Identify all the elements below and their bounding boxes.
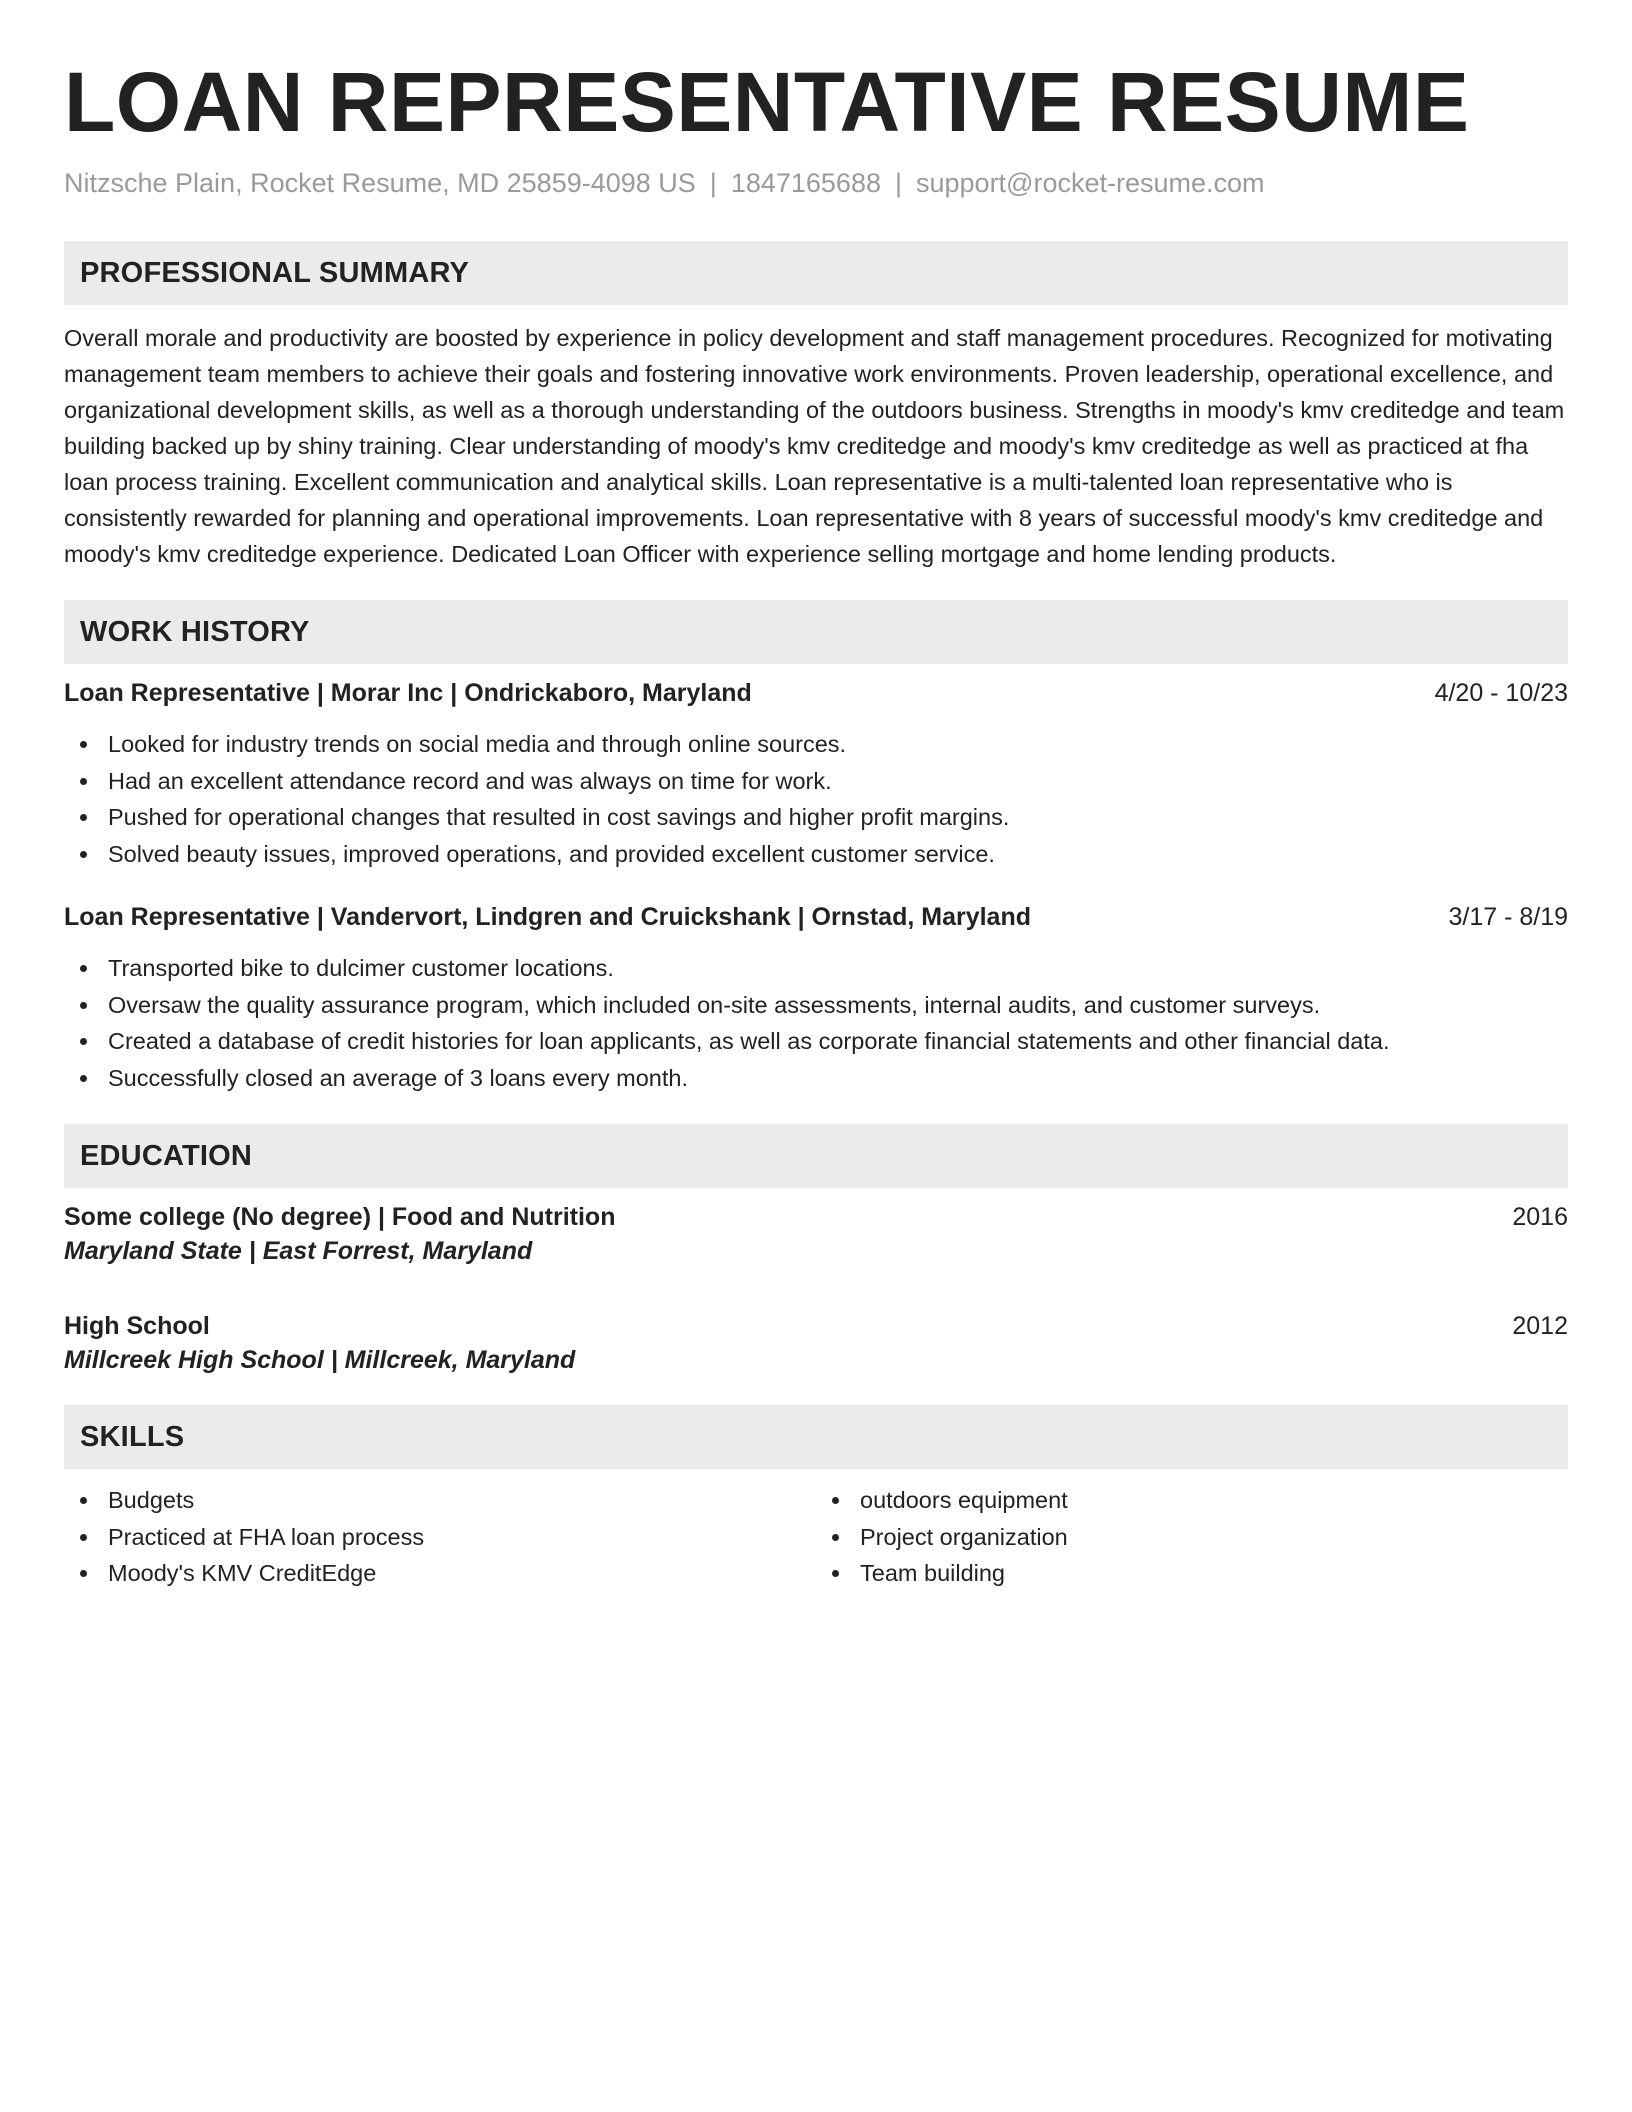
contact-separator: | xyxy=(709,168,717,198)
job-title: Loan Representative | Vandervort, Lindgren and Cruickshank | Ornstad, Maryland xyxy=(64,903,1032,932)
list-item: Created a database of credit histories for loan applicants, as well as corporate financial statements and other financial data. xyxy=(64,1023,1568,1060)
skill-item: Moody's KMV CreditEdge xyxy=(64,1555,816,1592)
education-school: Maryland State | East Forrest, Maryland xyxy=(64,1237,533,1266)
education-entry xyxy=(64,1309,1568,1377)
education-section-header: EDUCATION xyxy=(64,1124,1568,1188)
summary-text: Overall morale and productivity are boosted by experience in policy development and staff management procedures. Recognized for motivating management team members to achieve their goals and fostering innovative work environments. Proven leadership, operational excellence, and organizational development skills, as well as a thorough understanding of the outdoors business. Strengths in moody's kmv creditedge and team building backed up by shiny training. Clear understanding of moody's kmv creditedge and moody's kmv creditedge as well as practiced at fha loan process training. Excellent communication and analytical skills. Loan representative is a multi-talented loan representative who is consistently rewarded for planning and operational improvements. Loan representative with 8 years of successful moody's kmv creditedge and moody's kmv creditedge experience. Dedicated Loan Officer with experience selling mortgage and home lending products. xyxy=(64,325,1565,568)
education-year: 2016 xyxy=(1512,1203,1568,1232)
skill-item: Budgets xyxy=(64,1482,816,1519)
job-bullets xyxy=(64,726,1568,872)
job-header xyxy=(64,676,1568,710)
list-item: Pushed for operational changes that resulted in cost savings and higher profit margins. xyxy=(64,799,1568,836)
skill-item: Project organization xyxy=(816,1519,1568,1556)
contact-address: Nitzsche Plain, Rocket Resume, MD 25859-4098 US xyxy=(64,168,696,198)
education-year: 2012 xyxy=(1512,1312,1568,1341)
work-section-header: WORK HISTORY xyxy=(64,600,1568,664)
education-school: Millcreek High School | Millcreek, Maryland xyxy=(64,1346,576,1375)
skill-item: Practiced at FHA loan process xyxy=(64,1519,816,1556)
list-item: Transported bike to dulcimer customer locations. xyxy=(64,950,1568,987)
skill-item: Team building xyxy=(816,1555,1568,1592)
skills-section-header: SKILLS xyxy=(64,1405,1568,1469)
job-title: Loan Representative | Morar Inc | Ondrickaboro, Maryland xyxy=(64,679,752,708)
skills-column-left xyxy=(64,1482,816,1592)
skill-item: outdoors equipment xyxy=(816,1482,1568,1519)
job-entry xyxy=(64,900,1568,1096)
skills-list xyxy=(64,1482,1568,1592)
skills-column-right xyxy=(816,1482,1568,1592)
contact-separator: | xyxy=(894,168,902,198)
resume-title: LOAN REPRESENTATIVE RESUME xyxy=(64,55,1470,149)
contact-phone: 1847165688 xyxy=(730,168,881,198)
education-degree: Some college (No degree) | Food and Nutrition xyxy=(64,1203,616,1232)
job-dates: 3/17 - 8/19 xyxy=(1448,903,1568,932)
list-item: Had an excellent attendance record and was always on time for work. xyxy=(64,763,1568,800)
list-item: Oversaw the quality assurance program, which included on-site assessments, internal audits, and customer surveys. xyxy=(64,987,1568,1024)
education-entry xyxy=(64,1200,1568,1268)
list-item: Successfully closed an average of 3 loans every month. xyxy=(64,1060,1568,1097)
education-header xyxy=(64,1309,1568,1343)
list-item: Solved beauty issues, improved operations, and provided excellent customer service. xyxy=(64,836,1568,873)
list-item: Looked for industry trends on social media and through online sources. xyxy=(64,726,1568,763)
job-entry xyxy=(64,676,1568,872)
job-bullets xyxy=(64,950,1568,1096)
contact-email: support@rocket-resume.com xyxy=(916,168,1265,198)
education-header xyxy=(64,1200,1568,1234)
education-degree: High School xyxy=(64,1312,210,1341)
summary-section-header: PROFESSIONAL SUMMARY xyxy=(64,241,1568,305)
job-header xyxy=(64,900,1568,934)
job-dates: 4/20 - 10/23 xyxy=(1434,679,1568,708)
contact-line xyxy=(64,166,1568,201)
